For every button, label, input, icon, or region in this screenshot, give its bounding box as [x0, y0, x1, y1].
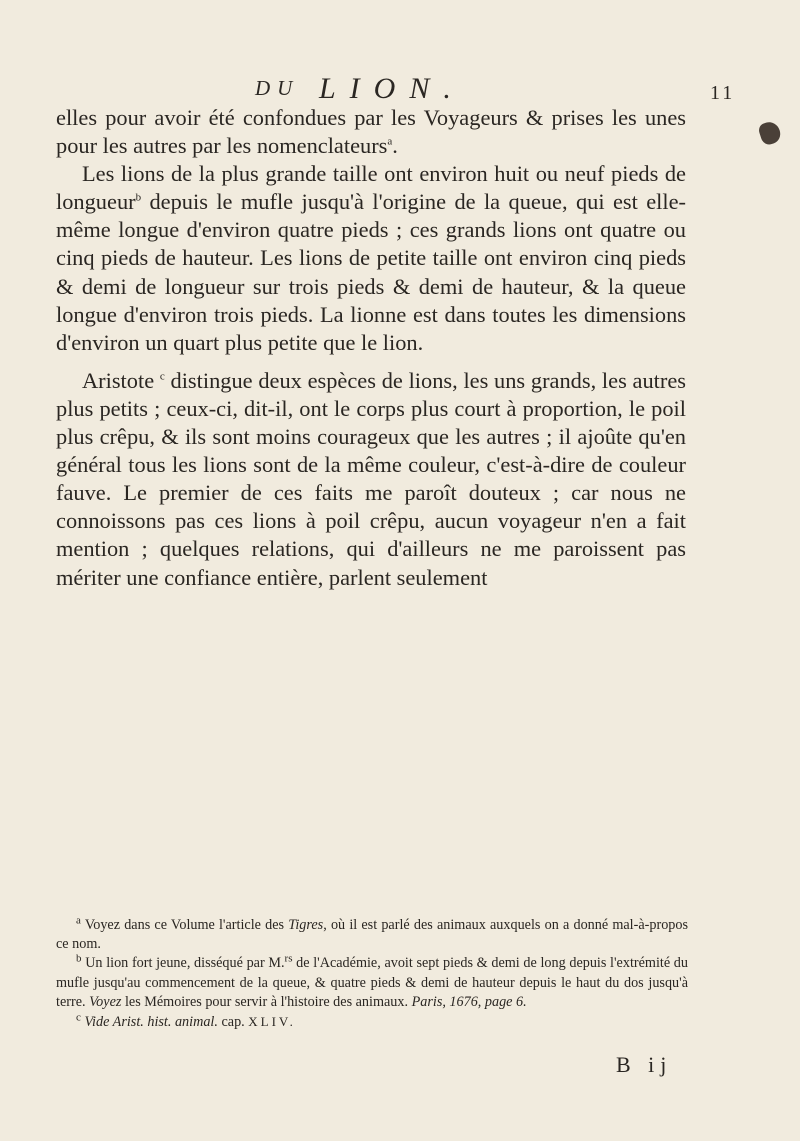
note-ref-a: a [387, 135, 393, 148]
running-header [255, 74, 575, 108]
footnote-c-chapter: XLIV. [248, 1014, 296, 1030]
footnotes [56, 916, 688, 1032]
footnote-a-mark: a [76, 914, 81, 927]
footnote-b-superscript: rs [284, 952, 293, 965]
footnote-b-text-2: de l'Académie, avoit sept pieds & demi de long depuis l'extrémité du mufle jusqu'au commencement de la queue, & quatre pieds & demi de hauteur depuis le haut du dos jusqu'à terre. [56, 955, 688, 1010]
paragraph-2-text-b: depuis le mufle jusqu'à l'origine de la queue, qui est elle-même longue d'environ quatre pieds ; ces grands lions ont quatre ou cinq pieds de hauteur. Les lions de petite taille ont environ cinq pieds & demi de longueur sur trois pieds & demi de hauteur, & la queue longue d'environ trois pieds. La lionne est dans toutes les dimensions d'environ un quart plus petite que le lion. [56, 189, 686, 355]
footnote-a [56, 916, 688, 954]
footnote-b [56, 954, 688, 1012]
paragraph-3-text-b: distingue deux espèces de lions, les uns grands, les autres plus petits ; ceux-ci, dit-il, ont le corps plus court à proportion, le poil plus crêpu, & ils sont moins courageux que les autres ; il ajoûte qu'en général tous les lions sont de la même couleur, c'est-à-dire de couleur fauve. Le premier de ces faits me paroît douteux ; car nous ne connoissons pas ces lions à poil crêpu, aucun voyageur n'en a fait mention ; quelques relations, qui d'ailleurs ne me paroissent pas mériter une confiance entière, parlent seulement [56, 367, 686, 590]
paragraph-1-text: elles pour avoir été confondues par les Voyageurs & prises les unes pour les autres par les nomenclateurs [56, 105, 686, 159]
footnote-c [56, 1012, 688, 1032]
running-title-lion: LION. [319, 72, 465, 105]
footnote-b-mark: b [76, 952, 82, 965]
paragraph-3-text-a: Aristote [82, 367, 155, 393]
main-text [56, 104, 686, 592]
paragraph-2 [56, 160, 686, 357]
note-ref-b: b [135, 191, 142, 204]
footnote-c-mark: c [76, 1011, 81, 1024]
page-number: 11 [710, 82, 736, 104]
footnote-b-text-3: les Mémoires pour servir à l'histoire des animaux. [121, 993, 412, 1010]
footnote-c-italic: Vide Arist. hist. animal. [84, 1014, 218, 1031]
footnote-a-italic: Tigres [288, 917, 324, 933]
paragraph-3 [56, 367, 686, 592]
ink-blot-mark [757, 119, 783, 146]
footnote-a-text-2: , où il est parlé des animaux auxquels on a donné mal-à-propos ce nom. [56, 917, 688, 953]
footnote-b-italic-1: Voyez [89, 993, 122, 1010]
paragraph-1: elles pour avoir été confondues par les Voyageurs & prises les unes pour les autres par les nomenclateurs$^a$. [56, 105, 686, 159]
note-ref-c: c [159, 370, 165, 383]
footnote-c-text: cap. [217, 1014, 249, 1031]
footnote-b-italic-2: Paris, 1676, page 6. [411, 993, 527, 1010]
signature-mark: B ij [616, 1052, 673, 1077]
footnote-a-text-1: Voyez dans ce Volume l'article des [84, 917, 289, 933]
paragraph-2-text-a: Les lions de la plus grande taille ont environ huit ou neuf pieds de longueur [56, 161, 686, 215]
footnote-b-text-1: Un lion fort jeune, disséqué par M. [85, 955, 285, 972]
running-title-du: DU [255, 76, 300, 100]
